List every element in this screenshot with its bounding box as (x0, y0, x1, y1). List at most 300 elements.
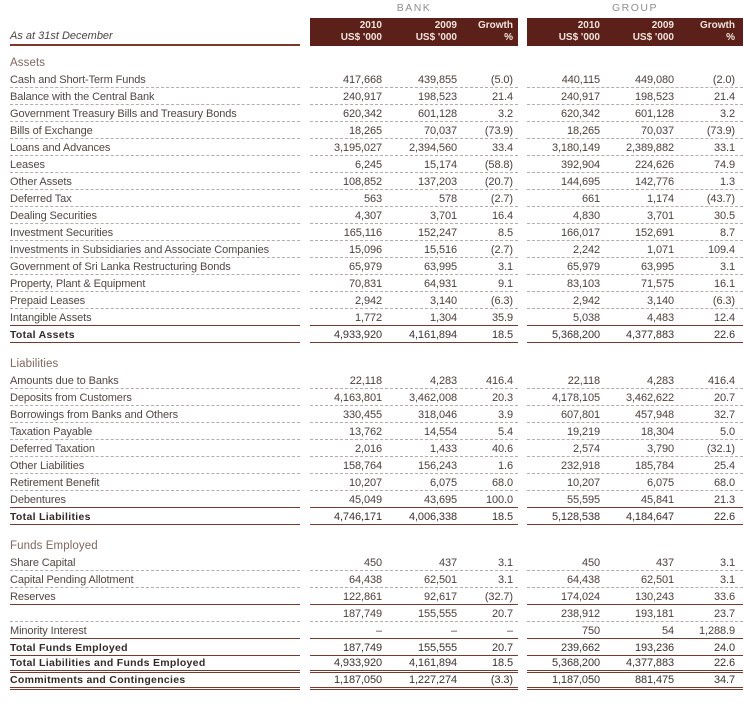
bank-2010-value: 450 (363, 557, 382, 569)
section-heading: Liabilities (10, 358, 59, 370)
bank-2009-value: 3,140 (429, 295, 457, 307)
bank-2010-value: 3,195,027 (333, 142, 382, 154)
group-growth-value: 416.4 (707, 375, 735, 387)
table-row (10, 372, 744, 389)
bank-cells (310, 224, 518, 241)
group-2010-value: 661 (581, 193, 600, 205)
bank-cells (310, 190, 518, 207)
group-growth-label: Growth (700, 19, 735, 31)
bank-2009-value: 4,283 (429, 375, 457, 387)
group-cells (527, 639, 743, 656)
group-cells (527, 508, 743, 525)
group-group-label: GROUP (611, 2, 658, 14)
bank-cells (310, 88, 518, 105)
bank-cells (310, 605, 518, 622)
group-2009-value: 601,128 (634, 108, 674, 120)
bank-cells (310, 122, 518, 139)
group-2009-value: 449,080 (634, 74, 674, 86)
bank-cells (310, 588, 518, 605)
group-2009-value: 1,174 (646, 193, 674, 205)
bank-2009-value: 4,161,894 (408, 329, 457, 341)
bank-growth-value: 40.6 (491, 443, 513, 455)
group-2010-unit: US$ '000 (558, 32, 600, 43)
group-growth-value: 3.2 (720, 108, 735, 120)
group-growth-value: 8.7 (720, 227, 735, 239)
group-growth-value: 68.0 (713, 477, 735, 489)
bank-2010-value: 4,163,801 (333, 392, 382, 404)
column-group-labels (10, 2, 744, 18)
bank-2009-value: 437 (438, 557, 457, 569)
group-2009-year: 2009 (651, 19, 674, 31)
bank-growth-value: 3.9 (498, 409, 513, 421)
group-2009-value: 54 (661, 625, 674, 637)
group-2010-value: 238,912 (560, 608, 600, 620)
group-cells (527, 156, 743, 173)
group-cells (527, 571, 743, 588)
bank-2009-value: 198,523 (417, 91, 457, 103)
row-label: Capital Pending Allotment (10, 571, 300, 588)
row-label: Commitments and Contingencies (10, 673, 300, 690)
bank-2010-value: 18,265 (348, 125, 382, 137)
row-label: Reserves (10, 588, 300, 605)
group-cells (527, 605, 743, 622)
group-growth-value: (73.9) (706, 125, 735, 137)
bank-2010-value: 15,096 (348, 244, 382, 256)
row-label: Taxation Payable (10, 423, 300, 440)
row-label: Deferred Taxation (10, 440, 300, 457)
group-growth-value: 21.4 (713, 91, 735, 103)
bank-growth-value: (3.3) (490, 674, 513, 686)
bank-cells (310, 71, 518, 88)
group-2010-value: 450 (581, 557, 600, 569)
row-label: Total Liabilities (10, 508, 300, 525)
bank-2009-value: 152,247 (417, 227, 457, 239)
table-row (10, 224, 744, 241)
group-growth-column-header (677, 20, 743, 45)
group-cells (527, 440, 743, 457)
group-cells (527, 173, 743, 190)
bank-2009-value: 1,433 (429, 443, 457, 455)
group-2010-value: 83,103 (566, 278, 600, 290)
group-growth-value: 25.4 (713, 460, 735, 472)
group-growth-value: 22.6 (713, 511, 735, 523)
bank-2010-value: 10,207 (348, 477, 382, 489)
table-row (10, 389, 744, 406)
table-row (10, 491, 744, 508)
bank-cells (310, 258, 518, 275)
group-cells (527, 88, 743, 105)
group-2009-unit: US$ '000 (632, 32, 674, 43)
table-row (10, 292, 744, 309)
bank-2009-value: 15,516 (423, 244, 457, 256)
group-2009-value: 193,236 (634, 642, 674, 654)
group-2009-value: 6,075 (646, 477, 674, 489)
group-2010-value: 440,115 (561, 74, 600, 86)
bank-growth-value: 3.1 (498, 557, 513, 569)
bank-growth-value: 20.7 (491, 608, 513, 620)
group-cells (527, 491, 743, 508)
row-label: Balance with the Central Bank (10, 88, 300, 105)
bank-growth-value: 3.1 (498, 574, 513, 586)
table-row (10, 554, 744, 571)
bank-2010-value: 4,933,920 (333, 329, 382, 341)
group-2009-value: 457,948 (634, 409, 674, 421)
bank-growth-column-header (460, 20, 518, 45)
table-header (10, 18, 744, 46)
group-2010-value: 240,917 (560, 91, 600, 103)
bank-growth-unit: % (504, 32, 513, 43)
group-2009-value: 63,995 (640, 261, 674, 273)
bank-growth-value: 35.9 (491, 312, 513, 324)
group-cells (527, 406, 743, 423)
group-2009-value: 198,523 (634, 91, 674, 103)
bank-2010-value: 108,852 (342, 176, 382, 188)
group-2010-value: 232,918 (560, 460, 600, 472)
bank-2009-value: 3,462,008 (408, 392, 457, 404)
row-label: Share Capital (10, 554, 300, 571)
group-growth-value: 3.1 (720, 557, 735, 569)
group-growth-value: 20.7 (713, 392, 735, 404)
group-2010-year: 2010 (577, 19, 600, 31)
bank-header-band (310, 18, 518, 46)
row-label: Total Liabilities and Funds Employed (10, 656, 300, 673)
bank-cells (310, 156, 518, 173)
group-cells (527, 474, 743, 491)
group-cells (527, 207, 743, 224)
group-growth-value: 3.1 (720, 574, 735, 586)
group-2010-value: 144,695 (560, 176, 600, 188)
group-growth-value: 21.3 (713, 494, 735, 506)
table-row (10, 207, 744, 224)
bank-growth-value: 20.3 (491, 392, 513, 404)
table-row (10, 423, 744, 440)
group-2009-value: 881,475 (634, 674, 674, 686)
bank-2010-value: 417,668 (342, 74, 382, 86)
group-2009-value: 142,776 (634, 176, 674, 188)
group-growth-value: 12.4 (713, 312, 735, 324)
group-2009-value: 1,071 (646, 244, 674, 256)
bank-2010-value: 13,762 (348, 426, 382, 438)
group-2010-value: 392,904 (560, 159, 600, 171)
group-2009-value: 18,304 (640, 426, 674, 438)
bank-group-label: BANK (396, 2, 432, 14)
bank-growth-value: 5.4 (498, 426, 513, 438)
row-label: Intangible Assets (10, 309, 300, 326)
bank-2010-value: 4,746,171 (333, 511, 382, 523)
group-2010-value: 19,219 (566, 426, 600, 438)
bank-cells (310, 105, 518, 122)
bank-cells (310, 656, 518, 673)
group-cells (527, 326, 743, 343)
row-label (10, 605, 300, 622)
bank-2010-value: 240,917 (342, 91, 382, 103)
bank-2010-value: 1,772 (354, 312, 382, 324)
group-cells (527, 622, 743, 639)
table-row (10, 122, 744, 139)
bank-growth-value: (2.7) (490, 244, 513, 256)
row-label: Deposits from Customers (10, 389, 300, 406)
section-heading: Assets (10, 57, 46, 69)
bank-2010-value: 64,438 (348, 574, 382, 586)
bank-2009-value: 1,304 (429, 312, 457, 324)
group-2010-value: 1,187,050 (551, 674, 600, 686)
group-growth-value: (6.3) (712, 295, 735, 307)
group-2009-value: 3,790 (646, 443, 674, 455)
bank-2009-value: 43,695 (423, 494, 457, 506)
table-row (10, 71, 744, 88)
group-2009-value: 3,140 (646, 295, 674, 307)
group-2010-value: 5,368,200 (551, 329, 600, 341)
group-growth-value: 33.6 (713, 591, 735, 603)
group-growth-value: 1.3 (720, 176, 735, 188)
bank-2010-value: 330,455 (342, 409, 382, 421)
bank-growth-value: 20.7 (491, 642, 513, 654)
bank-2009-value: 156,243 (417, 460, 457, 472)
bank-2010-value: 4,307 (354, 210, 382, 222)
bank-2009-value: 62,501 (423, 574, 457, 586)
table-row (10, 406, 744, 423)
group-cells (527, 309, 743, 326)
table-row (10, 139, 744, 156)
bank-2010-unit: US$ '000 (340, 32, 382, 43)
group-growth-value: 22.6 (713, 657, 735, 669)
bank-growth-value: 416.4 (485, 375, 513, 387)
group-2009-value: 62,501 (640, 574, 674, 586)
group-cells (527, 122, 743, 139)
bank-2009-value: 155,555 (417, 642, 457, 654)
group-2009-column-header (603, 20, 677, 45)
group-2010-value: 3,180,149 (551, 142, 600, 154)
group-2010-value: 10,207 (566, 477, 600, 489)
group-2009-value: 2,389,882 (625, 142, 674, 154)
bank-growth-value: 21.4 (491, 91, 513, 103)
bank-2009-value: 439,855 (417, 74, 457, 86)
bank-2010-value: 187,749 (342, 608, 382, 620)
group-2009-value: 70,037 (640, 125, 674, 137)
group-growth-value: 22.6 (713, 329, 735, 341)
bank-cells (310, 372, 518, 389)
bank-2009-value: 3,701 (429, 210, 457, 222)
row-label: Prepaid Leases (10, 292, 300, 309)
group-2009-value: 45,841 (640, 494, 674, 506)
table-row (10, 474, 744, 491)
bank-cells (310, 292, 518, 309)
bank-2010-value: 45,049 (348, 494, 382, 506)
row-label: Investments in Subsidiaries and Associate Companies (10, 241, 300, 258)
bank-growth-value: (32.7) (484, 591, 513, 603)
group-cells (527, 241, 743, 258)
group-cells (527, 372, 743, 389)
group-2009-value: 3,462,622 (625, 392, 674, 404)
table-row (10, 656, 744, 673)
bank-cells (310, 139, 518, 156)
table-row (10, 173, 744, 190)
as-at-date-label: As at 31st December (10, 18, 300, 46)
table-row (10, 457, 744, 474)
group-2009-value: 4,283 (646, 375, 674, 387)
bank-cells (310, 207, 518, 224)
section-assets (10, 54, 744, 343)
table-row (10, 258, 744, 275)
group-2010-value: 18,265 (566, 125, 600, 137)
group-cells (527, 275, 743, 292)
bank-cells (310, 309, 518, 326)
bank-cells (310, 275, 518, 292)
group-cells (527, 457, 743, 474)
row-label: Other Liabilities (10, 457, 300, 474)
bank-cells (310, 173, 518, 190)
row-label: Bills of Exchange (10, 122, 300, 139)
table-row (10, 156, 744, 173)
group-growth-value: 24.0 (713, 642, 735, 654)
bank-2010-value: 122,861 (342, 591, 382, 603)
group-growth-unit: % (726, 32, 735, 43)
bank-growth-value: 18.5 (491, 511, 513, 523)
bank-2009-value: 14,554 (423, 426, 457, 438)
table-row (10, 673, 744, 690)
bank-cells (310, 639, 518, 656)
bank-2010-value: 2,942 (354, 295, 382, 307)
group-2010-value: 65,979 (566, 261, 600, 273)
group-growth-value: 5.0 (720, 426, 735, 438)
group-2009-value: 130,243 (634, 591, 674, 603)
bank-cells (310, 241, 518, 258)
bank-2010-value: 158,764 (342, 460, 382, 472)
row-label: Deferred Tax (10, 190, 300, 207)
bank-2010-value: 22,118 (349, 375, 382, 387)
table-row (10, 588, 744, 605)
group-growth-value: 109.4 (707, 244, 735, 256)
row-label: Cash and Short-Term Funds (10, 71, 300, 88)
group-2009-value: 3,701 (646, 210, 674, 222)
group-2010-value: 64,438 (566, 574, 600, 586)
bank-growth-value: – (506, 625, 513, 637)
bank-2010-value: 1,187,050 (333, 674, 382, 686)
bank-2010-value: – (375, 625, 382, 637)
bank-2009-value: 63,995 (423, 261, 457, 273)
bank-growth-value: (2.7) (490, 193, 513, 205)
row-label: Investment Securities (10, 224, 300, 241)
bank-cells (310, 326, 518, 343)
bank-2009-value: 318,046 (417, 409, 457, 421)
bank-cells (310, 508, 518, 525)
group-2010-value: 4,178,105 (551, 392, 600, 404)
row-label: Debentures (10, 491, 300, 508)
group-2009-value: 71,575 (640, 278, 674, 290)
bank-growth-value: 100.0 (485, 494, 513, 506)
bank-growth-value: 3.2 (498, 108, 513, 120)
bank-2010-value: 65,979 (348, 261, 382, 273)
bank-2009-value: 137,203 (417, 176, 457, 188)
bank-2010-year: 2010 (359, 19, 382, 31)
group-2010-value: 750 (581, 625, 600, 637)
bank-cells (310, 673, 518, 690)
table-row (10, 309, 744, 326)
group-2010-value: 620,342 (560, 108, 600, 120)
bank-2010-value: 187,749 (342, 642, 382, 654)
row-label: Government Treasury Bills and Treasury Bonds (10, 105, 300, 122)
bank-2009-column-header (385, 20, 460, 45)
group-2010-value: 166,017 (560, 227, 600, 239)
bank-2009-value: 92,617 (423, 591, 457, 603)
bank-2010-value: 620,342 (342, 108, 382, 120)
bank-growth-value: (5.0) (490, 74, 513, 86)
row-label: Minority Interest (10, 622, 300, 639)
group-2009-value: 193,181 (634, 608, 674, 620)
group-cells (527, 224, 743, 241)
bank-cells (310, 440, 518, 457)
bank-growth-value: 8.5 (498, 227, 513, 239)
bank-2009-unit: US$ '000 (415, 32, 457, 43)
bank-2009-value: 4,006,338 (408, 511, 457, 523)
bank-2010-value: 2,016 (354, 443, 382, 455)
group-cells (527, 423, 743, 440)
bank-cells (310, 389, 518, 406)
group-cells (527, 588, 743, 605)
bank-growth-value: 33.4 (491, 142, 513, 154)
group-2010-value: 2,574 (572, 443, 600, 455)
bank-growth-value: 1.6 (498, 460, 513, 472)
group-header-band (527, 18, 743, 46)
group-2010-value: 22,118 (567, 375, 600, 387)
row-label: Other Assets (10, 173, 300, 190)
group-2009-value: 4,184,647 (625, 511, 674, 523)
section-heading: Funds Employed (10, 540, 98, 552)
row-label: Amounts due to Banks (10, 372, 300, 389)
row-label: Total Assets (10, 326, 300, 343)
table-row (10, 571, 744, 588)
row-label: Property, Plant & Equipment (10, 275, 300, 292)
group-cells (527, 139, 743, 156)
bank-growth-label: Growth (478, 19, 513, 31)
group-growth-value: (43.7) (706, 193, 735, 205)
bank-2009-value: – (450, 625, 457, 637)
group-growth-value: 33.1 (713, 142, 735, 154)
group-growth-value: (2.0) (712, 74, 735, 86)
group-growth-value: 30.5 (713, 210, 735, 222)
table-row (10, 241, 744, 258)
bank-2009-value: 2,394,560 (408, 142, 457, 154)
table-body (10, 54, 744, 690)
group-growth-value: 32.7 (713, 409, 735, 421)
group-cells (527, 190, 743, 207)
bank-2010-column-header (310, 20, 385, 45)
row-label: Total Funds Employed (10, 639, 300, 656)
bank-cells (310, 491, 518, 508)
row-label: Leases (10, 156, 300, 173)
table-row (10, 190, 744, 207)
group-cells (527, 389, 743, 406)
bank-2009-value: 578 (438, 193, 457, 205)
bank-growth-value: 9.1 (498, 278, 513, 290)
group-2010-value: 2,242 (572, 244, 600, 256)
bank-cells (310, 406, 518, 423)
group-cells (527, 673, 743, 690)
group-2009-value: 185,784 (634, 460, 674, 472)
table-row (10, 88, 744, 105)
group-2009-value: 4,377,883 (625, 657, 674, 669)
bank-cells (310, 423, 518, 440)
section-funds-employed (10, 537, 744, 690)
group-2010-value: 174,024 (560, 591, 600, 603)
bank-2009-value: 64,931 (423, 278, 457, 290)
bank-2009-value: 601,128 (417, 108, 457, 120)
bank-growth-value: 16.4 (491, 210, 513, 222)
group-2010-value: 2,942 (572, 295, 600, 307)
group-cells (527, 554, 743, 571)
group-growth-value: 74.9 (713, 159, 735, 171)
bank-2009-value: 15,174 (423, 159, 457, 171)
